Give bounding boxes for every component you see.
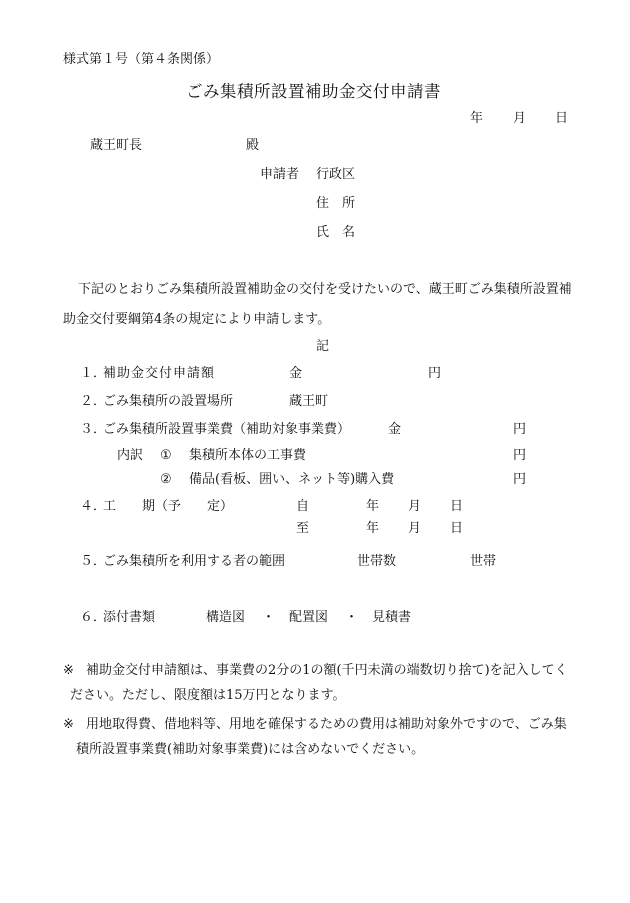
breakdown-2-yen: 円 bbox=[513, 472, 527, 487]
item-5-label: ごみ集積所を利用する者の範囲 bbox=[103, 554, 286, 569]
addressee-honorific: 殿 bbox=[246, 138, 260, 153]
breakdown-2-mark: ② bbox=[160, 472, 172, 487]
item-3-yen: 円 bbox=[513, 422, 527, 437]
period-from-year: 年 bbox=[366, 499, 380, 514]
item-4-label: 工 期（予 定） bbox=[103, 499, 234, 514]
breakdown-label: 内訳 bbox=[117, 448, 144, 463]
note-2-mark: ※ bbox=[63, 717, 74, 732]
ki-heading: 記 bbox=[316, 339, 330, 354]
breakdown-1-label: 集積所本体の工事費 bbox=[189, 448, 307, 463]
item-1-number: １． bbox=[80, 366, 107, 381]
breakdown-2-label: 備品(看板、囲い、ネット等)購入費 bbox=[189, 472, 395, 487]
note-1-line-1: 補助金交付申請額は、事業費の2分の1の額(千円未満の端数切り捨て)を記入してく bbox=[86, 663, 568, 678]
breakdown-1-yen: 円 bbox=[513, 448, 527, 463]
name-label: 氏 名 bbox=[316, 225, 356, 240]
households-label: 世帯数 bbox=[357, 554, 397, 569]
note-2-line-1: 用地取得費、借地料等、用地を確保するための費用は補助対象外ですので、ごみ集 bbox=[86, 717, 567, 732]
intro-line-2: 助金交付要綱第4条の規定により申請します。 bbox=[63, 312, 331, 327]
item-1-kin: 金 bbox=[289, 366, 303, 381]
attachment-structure-drawing: 構造図 bbox=[206, 610, 246, 625]
period-to-month: 月 bbox=[408, 521, 422, 536]
item-1-label: 補助金交付申請額 bbox=[103, 366, 216, 381]
attachment-estimate: 見積書 bbox=[372, 610, 412, 625]
period-to: 至 bbox=[296, 521, 310, 536]
households-unit: 世帯 bbox=[470, 554, 497, 569]
date-year-label: 年 bbox=[470, 111, 484, 126]
period-from: 自 bbox=[296, 499, 310, 514]
item-2-label: ごみ集積所の設置場所 bbox=[103, 394, 234, 409]
period-to-year: 年 bbox=[366, 521, 380, 536]
item-6-label: 添付書類 bbox=[103, 610, 156, 625]
item-3-kin: 金 bbox=[388, 422, 402, 437]
item-3-number: ３． bbox=[80, 422, 107, 437]
district-label: 行政区 bbox=[316, 167, 356, 182]
item-6-number: ６． bbox=[80, 610, 107, 625]
applicant-label: 申請者 bbox=[260, 167, 300, 182]
period-to-day: 日 bbox=[450, 521, 464, 536]
attachment-layout-drawing: 配置図 bbox=[289, 610, 329, 625]
period-from-day: 日 bbox=[450, 499, 464, 514]
item-2-value: 蔵王町 bbox=[289, 394, 329, 409]
attachment-separator-2: ・ bbox=[345, 610, 359, 625]
document-title: ごみ集積所設置補助金交付申請書 bbox=[186, 82, 441, 101]
period-from-month: 月 bbox=[408, 499, 422, 514]
item-1-yen: 円 bbox=[428, 366, 442, 381]
note-2-line-2: 積所設置事業費(補助対象事業費)には含めないでください。 bbox=[76, 742, 425, 757]
note-1-line-2: ださい。ただし、限度額は15万円となります。 bbox=[70, 688, 346, 703]
address-label: 住 所 bbox=[316, 196, 356, 211]
note-1-mark: ※ bbox=[63, 663, 74, 678]
addressee-name: 蔵王町長 bbox=[90, 138, 143, 153]
form-number: 様式第１号（第４条関係） bbox=[63, 52, 220, 67]
item-5-number: ５． bbox=[80, 554, 107, 569]
date-month-label: 月 bbox=[513, 111, 527, 126]
item-2-number: ２． bbox=[80, 394, 107, 409]
intro-line-1: 下記のとおりごみ集積所設置補助金の交付を受けたいので、蔵王町ごみ集積所設置補 bbox=[78, 282, 572, 297]
item-3-label: ごみ集積所設置事業費（補助対象事業費） bbox=[103, 422, 351, 437]
breakdown-1-mark: ① bbox=[160, 448, 172, 463]
item-4-number: ４． bbox=[80, 499, 107, 514]
attachment-separator-1: ・ bbox=[262, 610, 276, 625]
date-day-label: 日 bbox=[555, 111, 569, 126]
